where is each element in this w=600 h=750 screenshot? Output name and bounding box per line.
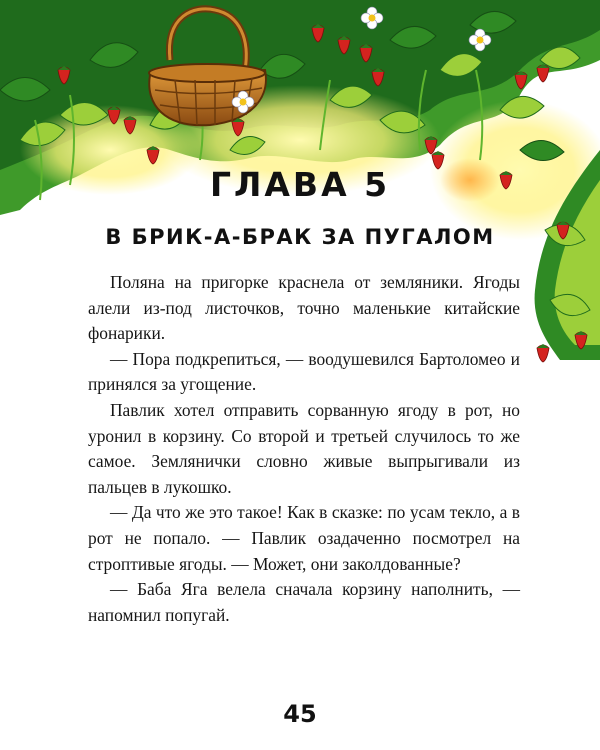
body-text (88, 270, 520, 628)
paragraph: — Баба Яга велела сначала корзину наполнить, — напомнил попугай. (88, 579, 520, 625)
page-number: 45 (283, 700, 317, 728)
chapter-title: ГЛАВА 5 (209, 165, 391, 204)
paragraph: — Пора подкрепиться, — воодушевился Бартоломео и принялся за угощение. (88, 348, 520, 395)
paragraph: Поляна на пригорке краснела от земляники. Ягоды алели из-под листочков, точно маленькие китайские фонарики. (88, 272, 520, 344)
paragraph: Павлик хотел отправить сорванную ягоду в рот, но уронил в корзину. Со второй и третьей случилось то же самое. Землянички словно живые выпрыгивали из пальцев в лукошко. (88, 399, 520, 497)
paragraph: — Да что же это такое! Как в сказке: по усам текло, а в рот не попало. — Павлик озадаченно посмотрел на строптивые ягоды. — Может, они заколдованные? (88, 502, 520, 574)
chapter-subtitle: В БРИК-А-БРАК ЗА ПУГАЛОМ (105, 225, 495, 249)
